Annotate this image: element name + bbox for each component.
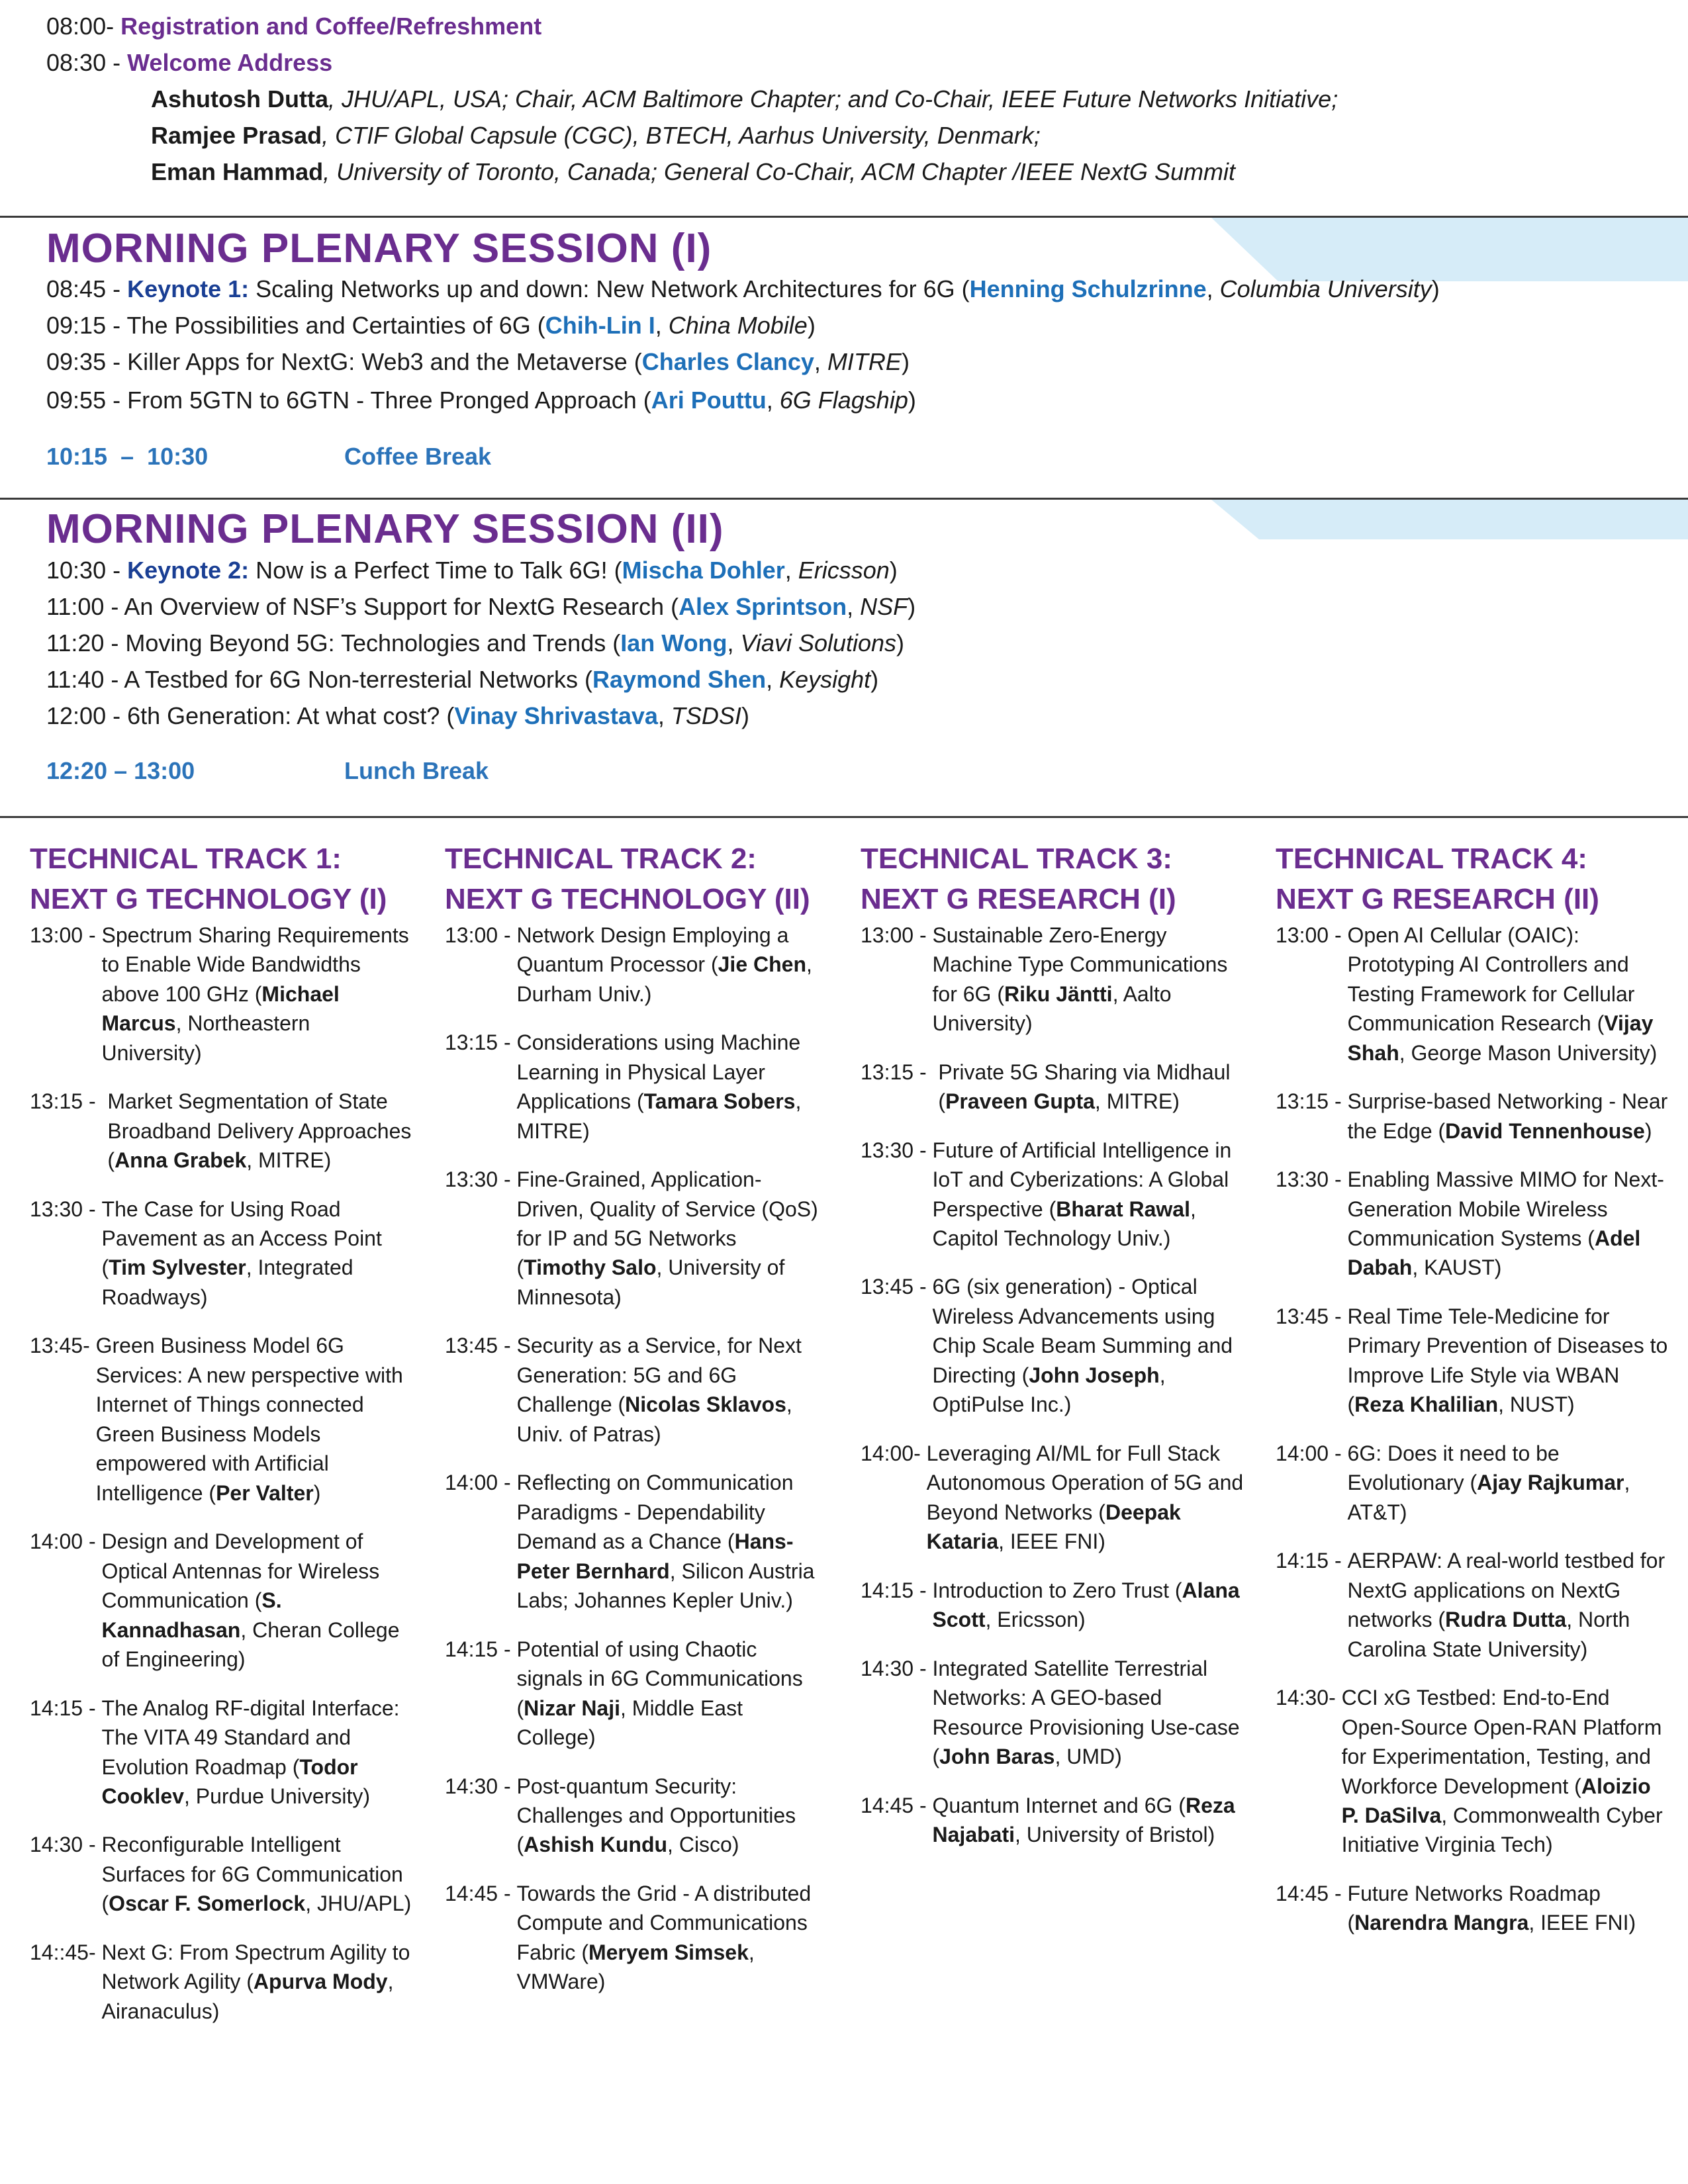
track-talk [30, 1694, 414, 1811]
talk-text [102, 921, 414, 1068]
plenary-talk: 11:20 - Moving Beyond 5G: Technologies and Trends (Ian Wong, Viavi Solutions) [46, 629, 905, 657]
talk-text [933, 921, 1248, 1038]
track-talk [30, 1331, 414, 1508]
talk-text [1348, 1087, 1669, 1146]
speaker-name: Per Valter [216, 1480, 314, 1505]
close-paren: ) [901, 348, 910, 375]
speaker-name: Michael Marcus [101, 981, 340, 1036]
time: 09:15 - [46, 312, 127, 339]
talk-time: 14:00 - [445, 1471, 517, 1495]
speaker-name: Ashutosh Dutta [151, 85, 328, 113]
talk-text [1348, 1546, 1669, 1664]
track-talk [1276, 1087, 1669, 1146]
talk-title: Future Networks Roadmap ( [1347, 1881, 1601, 1935]
talk-text [102, 1830, 414, 1918]
talk-text [102, 1195, 414, 1312]
keynote-label: Keynote 2: [127, 557, 250, 584]
track-talk [30, 1830, 414, 1918]
break-time: 10:15 – 10:30 [46, 443, 209, 470]
speaker-name: Apurva Mody [253, 1970, 388, 1994]
track-talk [861, 1576, 1248, 1635]
talk-time: 13:15 - [445, 1030, 517, 1055]
divider [0, 498, 1688, 500]
speaker-name: Jie Chen [718, 952, 806, 977]
talk-time: 13:45 - [861, 1275, 933, 1299]
speaker-affiliation: , JHU/APL) [305, 1891, 412, 1916]
speaker-name: Hans-Peter Bernhard [516, 1529, 794, 1583]
speaker-name: Praveen Gupta [945, 1089, 1095, 1114]
speaker-name: Henning Schulzrinne [969, 275, 1207, 302]
talk-title: Integrated Satellite Terrestrial Networks: A GEO-based Resource Provisioning Use-case ( [932, 1656, 1240, 1769]
speaker-affiliation: , JHU/APL, USA; Chair, ACM Baltimore Chapter; and Co-Chair, IEEE Future Networks Initiative; [328, 85, 1338, 113]
speaker-affiliation: , Durham Univ.) [516, 952, 812, 1006]
plenary-talk: 09:55 - From 5GTN to 6GTN - Three Pronged Approach (Ari Pouttu, 6G Flagship) [46, 387, 916, 414]
talk-time: 14:30 - [445, 1774, 517, 1798]
speaker-affiliation: , North Carolina State University) [1347, 1608, 1630, 1661]
talk-title: Reconfigurable Intelligent Surfaces for 6G Communication ( [101, 1833, 403, 1916]
talk-title: Market Segmentation of State Broadband Delivery Approaches ( [107, 1089, 412, 1173]
talk-title: Enabling Massive MIMO for Next-Generation Mobile Wireless Communication Systems ( [1347, 1167, 1664, 1250]
talk-title: Fine-Grained, Application-Driven, Quality of Service (QoS) for IP and 5G Networks ( [516, 1167, 818, 1280]
talk-text [517, 921, 825, 1009]
talk-time: 13:15 - [861, 1060, 939, 1084]
track-talk [1276, 921, 1669, 1068]
track-talk [861, 1654, 1248, 1772]
track-talk [1276, 1546, 1669, 1664]
session-tab-decoration [1211, 500, 1688, 539]
close-paren: ) [896, 629, 905, 657]
talk-title: Quantum Internet and 6G ( [932, 1793, 1186, 1817]
welcome-row [46, 48, 332, 77]
speaker-affiliation: , MITRE) [516, 1089, 802, 1143]
speaker-affiliation: , IEEE FNI) [998, 1529, 1105, 1554]
speaker-affiliation: , UMD) [1055, 1745, 1122, 1769]
track-title: TECHNICAL TRACK 2: [445, 842, 757, 875]
talk-time: 13:45- [30, 1334, 96, 1358]
speaker-name: Anna Grabek [115, 1148, 247, 1173]
plenary-talk: 09:15 - The Possibilities and Certainties of 6G (Chih-Lin I, China Mobile) [46, 312, 816, 339]
talk-title: Open AI Cellular (OAIC): Prototyping AI Controllers and Testing Framework for Cellular Communication Research ( [1347, 923, 1635, 1036]
plenary-talk: 11:40 - A Testbed for 6G Non-terresterial Networks (Raymond Shen, Keysight) [46, 666, 879, 693]
track-talk [30, 1087, 414, 1175]
time: 08:45 - [46, 275, 128, 302]
track-talk [1276, 1439, 1669, 1527]
plenary-talk: 11:00 - An Overview of NSF’s Support for NextG Research (Alex Sprintson, NSF) [46, 593, 916, 620]
track-talk [30, 1527, 414, 1674]
track-talk [445, 1635, 825, 1752]
talk-text [517, 1468, 825, 1615]
talk-text [933, 1136, 1248, 1253]
speaker-name: Nicolas Sklavos [625, 1392, 786, 1417]
talk-time: 13:00 - [30, 923, 102, 947]
speaker-affiliation: , University of Toronto, Canada; General Co-Chair, ACM Chapter /IEEE NextG Summit [323, 158, 1235, 185]
talk-time: 14:15 - [445, 1637, 517, 1661]
speaker-name: Adel Dabah [1347, 1226, 1641, 1280]
speaker-affiliation: , Cheran College of Engineering) [101, 1617, 400, 1672]
break-time: 12:20 – 13:00 [46, 757, 195, 784]
talk-time: 13:45 - [1276, 1304, 1348, 1328]
talk-title: Considerations using Machine Learning in Physical Layer Applications ( [516, 1030, 801, 1114]
talk-text [938, 1058, 1248, 1116]
track-column [445, 839, 825, 2016]
welcome-speaker [151, 158, 1235, 187]
talk-time: 14:45 - [445, 1881, 517, 1905]
speaker-affiliation: NSF [860, 593, 908, 620]
time: 11:20 - [46, 629, 126, 657]
close-paren: ) [908, 387, 916, 414]
speaker-affiliation: , MITRE) [1094, 1089, 1180, 1114]
talk-title: 6th Generation: At what cost? ( [127, 702, 455, 729]
speaker-name: Chih-Lin I [545, 312, 655, 339]
speaker-affiliation: MITRE [827, 348, 902, 375]
talk-time: 13:45 - [445, 1334, 517, 1358]
track-title: TECHNICAL TRACK 4: [1276, 842, 1587, 875]
talk-title: CCI xG Testbed: End-to-End Open-Source Open-RAN Platform for Experimentation, Testing, and Workforce Development ( [1341, 1686, 1662, 1798]
time: 09:55 - [46, 387, 128, 414]
talk-text [517, 1772, 825, 1860]
talk-title: The Possibilities and Certainties of 6G ( [126, 312, 545, 339]
speaker-affiliation: , University of Bristol) [1015, 1822, 1215, 1846]
talk-text [933, 1576, 1248, 1635]
talk-time: 13:00 - [1276, 923, 1348, 947]
talk-title: An Overview of NSF’s Support for NextG Research ( [124, 593, 679, 620]
track-column [861, 839, 1248, 1868]
talk-time: 14:00 - [30, 1529, 102, 1554]
speaker-name: Eman Hammad [151, 158, 324, 185]
talk-title: Now is a Perfect Time to Talk 6G! ( [249, 557, 622, 584]
track-subtitle: NEXT G TECHNOLOGY (I) [30, 883, 387, 916]
speaker-name: Alex Sprintson [679, 593, 847, 620]
talk-text [102, 1527, 414, 1674]
talk-time: 14:45 - [1276, 1881, 1348, 1905]
talk-text [933, 1791, 1248, 1850]
plenary-talk: 08:45 - Keynote 1: Scaling Networks up and down: New Network Architectures for 6G (Henning Schulzrinne, Columbia University) [46, 275, 1440, 302]
speaker-affiliation: 6G Flagship [779, 387, 908, 414]
talk-time: 13:30 - [1276, 1167, 1348, 1192]
talk-title: 6G (six generation) - Optical Wireless Advancements using Chip Scale Beam Summing and Directing ( [932, 1275, 1233, 1387]
talk-time: 13:15 - [1276, 1089, 1348, 1114]
talk-title: Introduction to Zero Trust ( [932, 1578, 1182, 1602]
track-talk [445, 1028, 825, 1146]
registration-row [46, 12, 541, 41]
speaker-name: S. Kannadhasan [101, 1588, 282, 1642]
speaker-name: Meryem Simsek [588, 1940, 749, 1964]
break-label: Lunch Break [344, 757, 489, 784]
speaker-affiliation: , OptiPulse Inc.) [932, 1363, 1166, 1417]
talk-text [1348, 1165, 1669, 1283]
talk-title: Scaling Networks up and down: New Network Architectures for 6G ( [249, 275, 970, 302]
speaker-affiliation: , MITRE) [246, 1148, 332, 1173]
talk-time: 14:15 - [30, 1696, 102, 1720]
talk-text [96, 1331, 414, 1508]
item-title: Registration and Coffee/Refreshment [120, 13, 542, 40]
speaker-affiliation: , Airanaculus) [101, 1970, 394, 2023]
talk-time: 13:30 - [861, 1138, 933, 1162]
talk-text [102, 1938, 414, 2026]
talk-title: Sustainable Zero-Energy Machine Type Communications for 6G ( [932, 923, 1228, 1006]
talk-time: 14:45 - [861, 1793, 933, 1817]
talk-text [927, 1439, 1248, 1557]
speaker-name: Oscar F. Somerlock [109, 1891, 306, 1916]
speaker-affiliation: China Mobile [668, 312, 808, 339]
talk-text [933, 1272, 1248, 1419]
speaker-affiliation: , Aalto University) [932, 981, 1172, 1036]
speaker-affiliation: , Univ. of Patras) [516, 1392, 792, 1446]
speaker-name: John Joseph [1029, 1363, 1160, 1387]
speaker-affiliation: , Cisco) [667, 1833, 739, 1857]
track-title: TECHNICAL TRACK 3: [861, 842, 1172, 875]
speaker-affiliation: Columbia University [1219, 275, 1432, 302]
speaker-affiliation: , Capitol Technology Univ.) [932, 1197, 1196, 1250]
track-subtitle: NEXT G TECHNOLOGY (II) [445, 883, 810, 916]
close-paren: ) [741, 702, 749, 729]
track-talk [861, 1058, 1248, 1116]
speaker-name: Ramjee Prasad [151, 122, 322, 149]
track-talk [30, 1938, 414, 2026]
talk-title: From 5GTN to 6GTN - Three Pronged Approach ( [127, 387, 651, 414]
talk-title: Post-quantum Security: Challenges and Opportunities ( [516, 1774, 796, 1857]
track-talk [1276, 1683, 1669, 1860]
track-talk [861, 1439, 1248, 1557]
talk-title: Next G: From Spectrum Agility to Network Agility ( [101, 1940, 410, 1994]
speaker-affiliation: , NUST) [1498, 1392, 1575, 1417]
talk-time: 14:00- [861, 1441, 927, 1465]
speaker-affiliation: , Middle East College) [516, 1696, 743, 1750]
speaker-name: Tamara Sobers [643, 1089, 796, 1114]
speaker-affiliation: Keysight [779, 666, 871, 693]
talk-text [1348, 1879, 1669, 1938]
speaker-name: Vinay Shrivastava [454, 702, 658, 729]
talk-text [517, 1635, 825, 1752]
track-talk [445, 921, 825, 1009]
speaker-affiliation: , Commonwealth Cyber Initiative Virginia Tech) [1341, 1803, 1663, 1857]
talk-time: 13:00 - [445, 923, 517, 947]
talk-title: 6G: Does it need to be Evolutionary ( [1347, 1441, 1560, 1495]
speaker-name: Ari Pouttu [651, 387, 767, 414]
talk-title: Killer Apps for NextG: Web3 and the Metaverse ( [127, 348, 642, 375]
break-label: Coffee Break [344, 443, 492, 470]
talk-time: 14:15 - [1276, 1549, 1348, 1573]
talk-title: Moving Beyond 5G: Technologies and Trends ( [125, 629, 621, 657]
track-talk [1276, 1165, 1669, 1283]
time: 08:30 - [46, 49, 128, 76]
talk-time: 14:30- [1276, 1686, 1342, 1710]
talk-text [107, 1087, 414, 1175]
speaker-name: Ajay Rajkumar [1477, 1471, 1624, 1495]
talk-title: AERPAW: A real-world testbed for NextG applications on NextG networks ( [1347, 1549, 1665, 1632]
speaker-name: Alana Scott [932, 1578, 1240, 1632]
talk-title: Network Design Employing a Quantum Processor ( [516, 923, 789, 977]
talk-text [1348, 1302, 1669, 1420]
session-1-title: MORNING PLENARY SESSION (I) [46, 226, 712, 271]
time: 09:35 - [46, 348, 128, 375]
track-subtitle: NEXT G RESEARCH (I) [861, 883, 1176, 916]
talk-time: 14:15 - [861, 1578, 933, 1602]
talk-text [517, 1028, 825, 1146]
talk-time: 14:00 - [1276, 1441, 1348, 1465]
track-column [30, 839, 414, 2045]
close-paren: ) [1431, 275, 1440, 302]
talk-text [517, 1331, 825, 1449]
plenary-talk: 12:00 - 6th Generation: At what cost? (Vinay Shrivastava, TSDSI) [46, 702, 749, 729]
speaker-affiliation: ) [313, 1480, 321, 1505]
speaker-affiliation: , Silicon Austria Labs; Johannes Kepler Univ.) [516, 1559, 815, 1613]
speaker-name: John Baras [939, 1745, 1055, 1769]
track-talk [445, 1331, 825, 1449]
plenary-talk: 09:35 - Killer Apps for NextG: Web3 and the Metaverse (Charles Clancy, MITRE) [46, 348, 910, 375]
speaker-affiliation: , University of Minnesota) [516, 1255, 785, 1309]
talk-time: 14:30 - [861, 1656, 933, 1680]
session-tab-decoration [1211, 218, 1688, 281]
speaker-name: Timothy Salo [524, 1255, 657, 1280]
speaker-name: Charles Clancy [641, 348, 814, 375]
talk-title: Green Business Model 6G Services: A new perspective with Internet of Things connected Green Business Models empowered with Artificial Intelligence ( [95, 1334, 403, 1505]
talk-time: 14:30 - [30, 1833, 102, 1857]
track-talk [861, 1136, 1248, 1253]
speaker-affiliation: , Purdue University) [184, 1784, 370, 1808]
track-talk [445, 1772, 825, 1860]
speaker-affiliation: TSDSI [671, 702, 741, 729]
talk-title: Surprise-based Networking - Near the Edge ( [1347, 1089, 1668, 1143]
speaker-name: Ashish Kundu [524, 1833, 668, 1857]
track-talk [1276, 1879, 1669, 1938]
speaker-affiliation: , AT&T) [1347, 1471, 1630, 1524]
close-paren: ) [870, 666, 879, 693]
talk-time: 14::45- [30, 1940, 102, 1964]
talk-title: Spectrum Sharing Requirements to Enable Wide Bandwidths above 100 GHz ( [101, 923, 409, 1006]
speaker-name: Reza Khalilian [1354, 1392, 1499, 1417]
speaker-affiliation: , CTIF Global Capsule (CGC), BTECH, Aarhus University, Denmark; [322, 122, 1041, 149]
speaker-name: Aloizio P. DaSilva [1341, 1774, 1651, 1827]
talk-text [1348, 921, 1669, 1068]
divider [0, 216, 1688, 218]
talk-text [517, 1165, 825, 1312]
track-title: TECHNICAL TRACK 1: [30, 842, 342, 875]
session-2-title: MORNING PLENARY SESSION (II) [46, 506, 724, 552]
talk-title: The Case for Using Road Pavement as an Access Point ( [101, 1197, 382, 1280]
plenary-talk: 10:30 - Keynote 2: Now is a Perfect Time to Talk 6G! (Mischa Dohler, Ericsson) [46, 557, 898, 584]
speaker-affiliation: Ericsson [798, 557, 890, 584]
speaker-affiliation: Viavi Solutions [740, 629, 897, 657]
speaker-affiliation: , KAUST) [1412, 1255, 1502, 1280]
speaker-name: Mischa Dohler [622, 557, 785, 584]
time: 11:40 - [46, 666, 124, 693]
speaker-affiliation: , VMWare) [516, 1940, 755, 1994]
speaker-affiliation: , Integrated Roadways) [101, 1255, 353, 1309]
track-talk [861, 921, 1248, 1038]
track-talk [445, 1165, 825, 1312]
speaker-affiliation: , IEEE FNI) [1528, 1911, 1636, 1935]
speaker-name: Narendra Mangra [1354, 1911, 1529, 1935]
talk-title: Security as a Service, for Next Generation: 5G and 6G Challenge ( [516, 1334, 802, 1417]
speaker-affiliation: , Ericsson) [985, 1608, 1086, 1632]
talk-title: Real Time Tele-Medicine for Primary Prevention of Diseases to Improve Life Style via WBAN ( [1347, 1304, 1668, 1417]
close-paren: ) [807, 312, 816, 339]
speaker-affiliation: , George Mason University) [1399, 1040, 1658, 1065]
track-column [1276, 839, 1669, 1957]
talk-title: Leveraging AI/ML for Full Stack Autonomous Operation of 5G and Beyond Networks ( [926, 1441, 1244, 1524]
talk-text [1342, 1683, 1669, 1860]
track-talk [1276, 1302, 1669, 1420]
time: 10:30 - [46, 557, 128, 584]
talk-title: A Testbed for 6G Non-terresterial Networks ( [124, 666, 593, 693]
close-paren: ) [889, 557, 898, 584]
track-talk [30, 921, 414, 1068]
close-paren: ) [908, 593, 916, 620]
welcome-speaker [151, 85, 1338, 114]
speaker-name: Ian Wong [620, 629, 727, 657]
divider [0, 816, 1688, 818]
speaker-name: Rudra Dutta [1445, 1608, 1567, 1632]
track-talk [861, 1272, 1248, 1419]
speaker-affiliation: , Northeastern University) [101, 1011, 310, 1065]
time: 08:00- [46, 13, 121, 40]
speaker-name: Riku Jäntti [1004, 981, 1113, 1006]
item-title: Welcome Address [127, 49, 333, 76]
keynote-label: Keynote 1: [127, 275, 250, 302]
talk-time: 13:30 - [30, 1197, 102, 1221]
talk-title: Design and Development of Optical Antennas for Wireless Communication ( [101, 1529, 380, 1613]
talk-title: Reflecting on Communication Paradigms - Dependability Demand as a Chance ( [516, 1471, 794, 1554]
talk-time: 13:30 - [445, 1167, 517, 1192]
speaker-name: David Tennenhouse [1445, 1118, 1645, 1143]
talk-text [517, 1879, 825, 1997]
track-talk [445, 1468, 825, 1615]
speaker-affiliation: ) [1644, 1118, 1652, 1143]
talk-text [102, 1694, 414, 1811]
speaker-name: Deepak Kataria [926, 1500, 1181, 1554]
talk-title: Potential of using Chaotic signals in 6G Communications ( [516, 1637, 803, 1720]
speaker-name: Vijay Shah [1347, 1011, 1654, 1065]
welcome-speaker [151, 121, 1041, 150]
talk-text [1348, 1439, 1669, 1527]
coffee-break [46, 442, 492, 471]
talk-title: Future of Artificial Intelligence in IoT and Cyberizations: A Global Perspective ( [932, 1138, 1232, 1221]
talk-time: 13:15 - [30, 1089, 108, 1114]
track-talk [30, 1195, 414, 1312]
track-talk [861, 1791, 1248, 1850]
speaker-name: Bharat Rawal [1056, 1197, 1190, 1221]
speaker-name: Todor Cooklev [101, 1754, 358, 1808]
time: 12:00 - [46, 702, 128, 729]
talk-title: The Analog RF-digital Interface: The VITA 49 Standard and Evolution Roadmap ( [101, 1696, 400, 1779]
lunch-break [46, 756, 489, 786]
track-subtitle: NEXT G RESEARCH (II) [1276, 883, 1599, 916]
talk-time: 13:00 - [861, 923, 933, 947]
speaker-name: Raymond Shen [592, 666, 767, 693]
speaker-name: Nizar Naji [524, 1696, 620, 1720]
talk-text [933, 1654, 1248, 1772]
speaker-name: Reza Najabati [932, 1793, 1235, 1846]
track-talk [445, 1879, 825, 1997]
talk-title: Towards the Grid - A distributed Compute and Communications Fabric ( [516, 1881, 812, 1964]
time: 11:00 - [46, 593, 124, 620]
speaker-name: Tim Sylvester [109, 1255, 246, 1280]
talk-title: Private 5G Sharing via Midhaul ( [938, 1060, 1231, 1114]
